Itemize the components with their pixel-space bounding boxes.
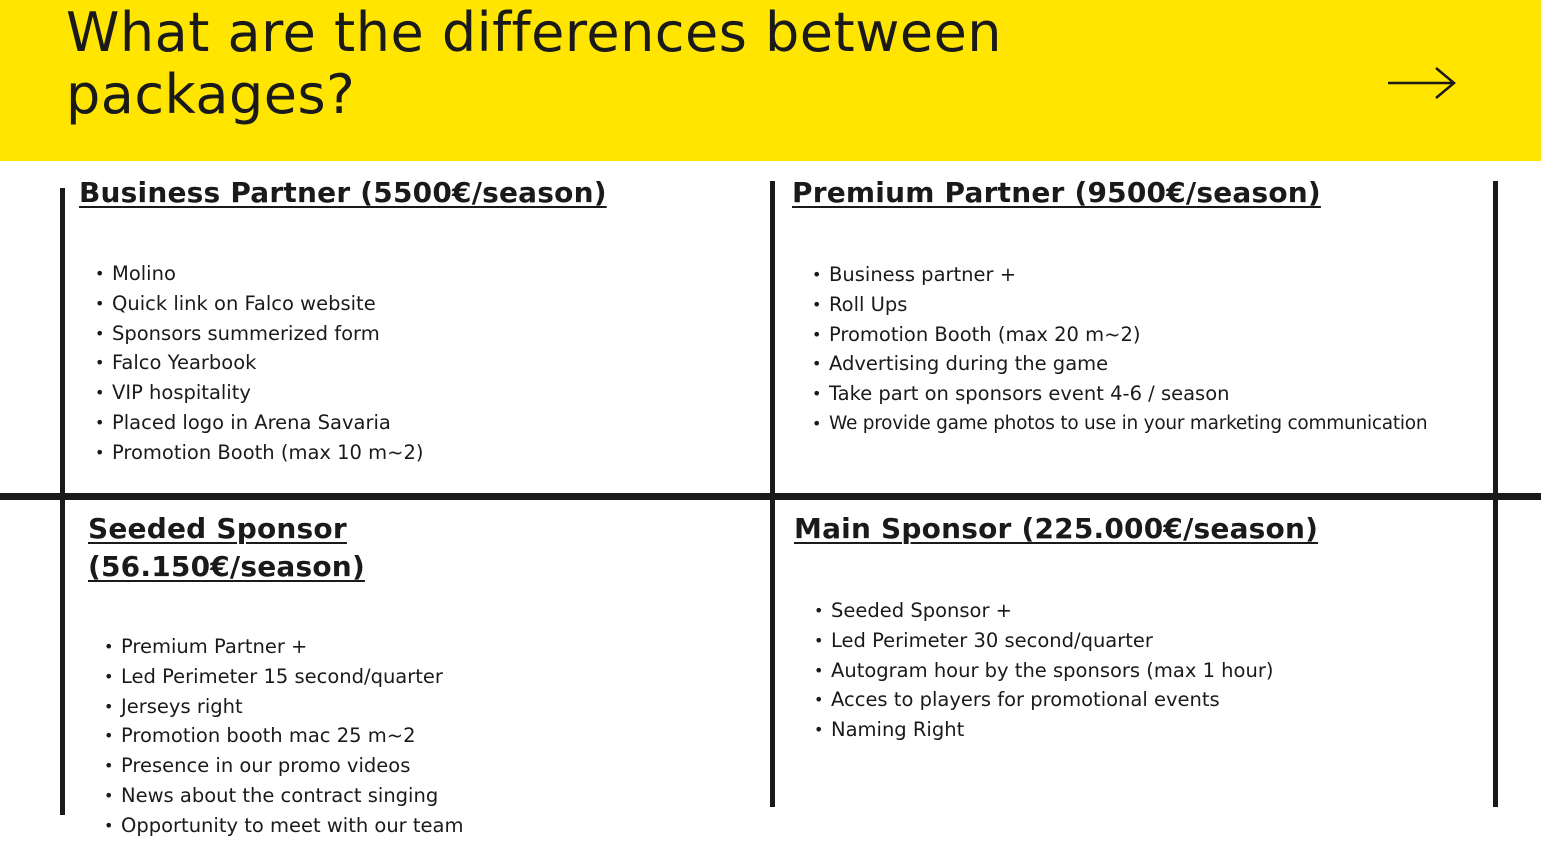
left-divider-top [60, 188, 65, 493]
list-item: • Business partner + [812, 263, 1017, 286]
package-title: Premium Partner (9500€/season) [792, 176, 1321, 209]
list-item: • Promotion Booth (max 20 m~2) [812, 322, 1141, 346]
package-title [88, 510, 365, 586]
list-item: • Sponsors summerized form [95, 321, 380, 345]
list-item: • Presence in our promo videos [104, 754, 411, 778]
package-title-line: (56.150€/season) [88, 550, 365, 583]
right-arrow-icon[interactable] [1386, 66, 1458, 100]
list-item: • Molino [95, 262, 176, 285]
list-item: • We provide game photos to use in your marketing communication [812, 412, 1428, 434]
package-title: Business Partner (5500€/season) [79, 176, 607, 209]
list-item: • Advertising during the game [812, 352, 1109, 376]
list-item: • Promotion Booth (max 10 m~2) [95, 440, 424, 464]
list-item: • Quick link on Falco website [95, 291, 376, 315]
page-edge [1541, 0, 1547, 841]
list-item: • Take part on sponsors event 4-6 / season [812, 382, 1230, 406]
list-item: • VIP hospitality [95, 381, 251, 405]
list-item: • Falco Yearbook [95, 351, 257, 375]
list-item: • News about the contract singing [104, 783, 439, 807]
header-banner [0, 0, 1541, 161]
list-item: • Seeded Sponsor + [814, 599, 1013, 622]
package-feature-list [104, 632, 464, 841]
list-item: • Opportunity to meet with our team [104, 813, 464, 837]
list-item: • Led Perimeter 30 second/quarter [814, 628, 1153, 652]
list-item: • Autogram hour by the sponsors (max 1 hour) [814, 658, 1274, 682]
left-divider-bottom [60, 500, 65, 815]
list-item: • Acces to players for promotional events [814, 688, 1220, 712]
list-item: • Promotion booth mac 25 m~2 [104, 724, 416, 748]
list-item: • Naming Right [814, 718, 965, 742]
horizontal-divider [0, 493, 1541, 500]
package-title: Main Sponsor (225.000€/season) [794, 512, 1319, 545]
page-title: What are the differences between packages? [66, 1, 1003, 126]
package-feature-list [95, 259, 424, 468]
list-item: • Jerseys right [104, 694, 243, 718]
list-item: • Placed logo in Arena Savaria [95, 410, 391, 434]
list-item: • Led Perimeter 15 second/quarter [104, 664, 443, 688]
package-feature-list [814, 596, 1273, 745]
list-item: • Roll Ups [812, 292, 908, 316]
package-title-line: Seeded Sponsor [88, 512, 347, 545]
list-item: • Premium Partner + [104, 635, 308, 658]
package-feature-list [812, 260, 1427, 439]
